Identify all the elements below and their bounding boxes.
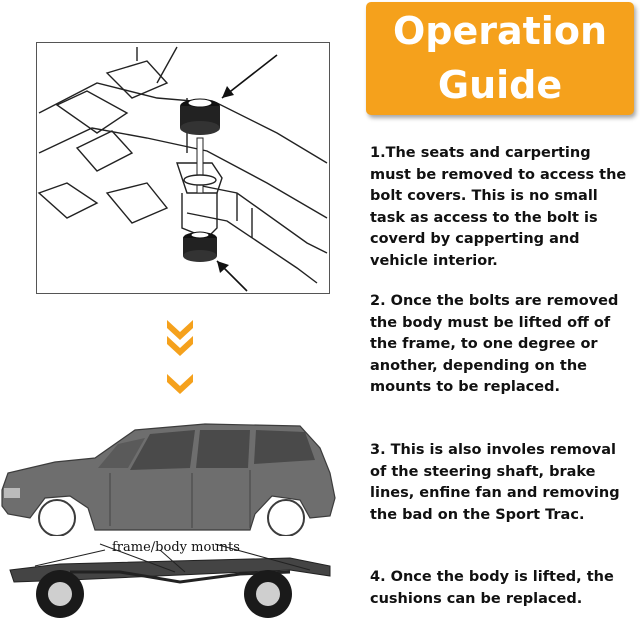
- body-mount-drawing: [37, 43, 329, 293]
- chassis-label: frame/body mounts: [112, 540, 240, 555]
- down-chevrons-icon: [165, 320, 195, 400]
- step-2-text: 2. Once the bolts are removed the body must be lifted off of the frame, to one degree or another, depending on the mounts to be replaced.: [370, 293, 619, 395]
- operation-guide-header: [366, 2, 634, 115]
- body-mount-diagram: [36, 42, 330, 294]
- step-4-text: 4. Once the body is lifted, the cushions can be replaced.: [370, 569, 614, 607]
- header-line-2: Guide: [437, 63, 563, 107]
- header-line-1: Operation: [392, 9, 607, 53]
- suv-body-image: [0, 418, 345, 536]
- step-3-text: 3. This is also involes removal of the steering shaft, brake lines, enfine fan and removing the bad on the Sport Trac.: [370, 442, 620, 523]
- step-1-text: 1.The seats and carperting must be removed to access the bolt covers. This is no small task as access to the bolt is coverd by capperting and vehicle interior.: [370, 145, 627, 269]
